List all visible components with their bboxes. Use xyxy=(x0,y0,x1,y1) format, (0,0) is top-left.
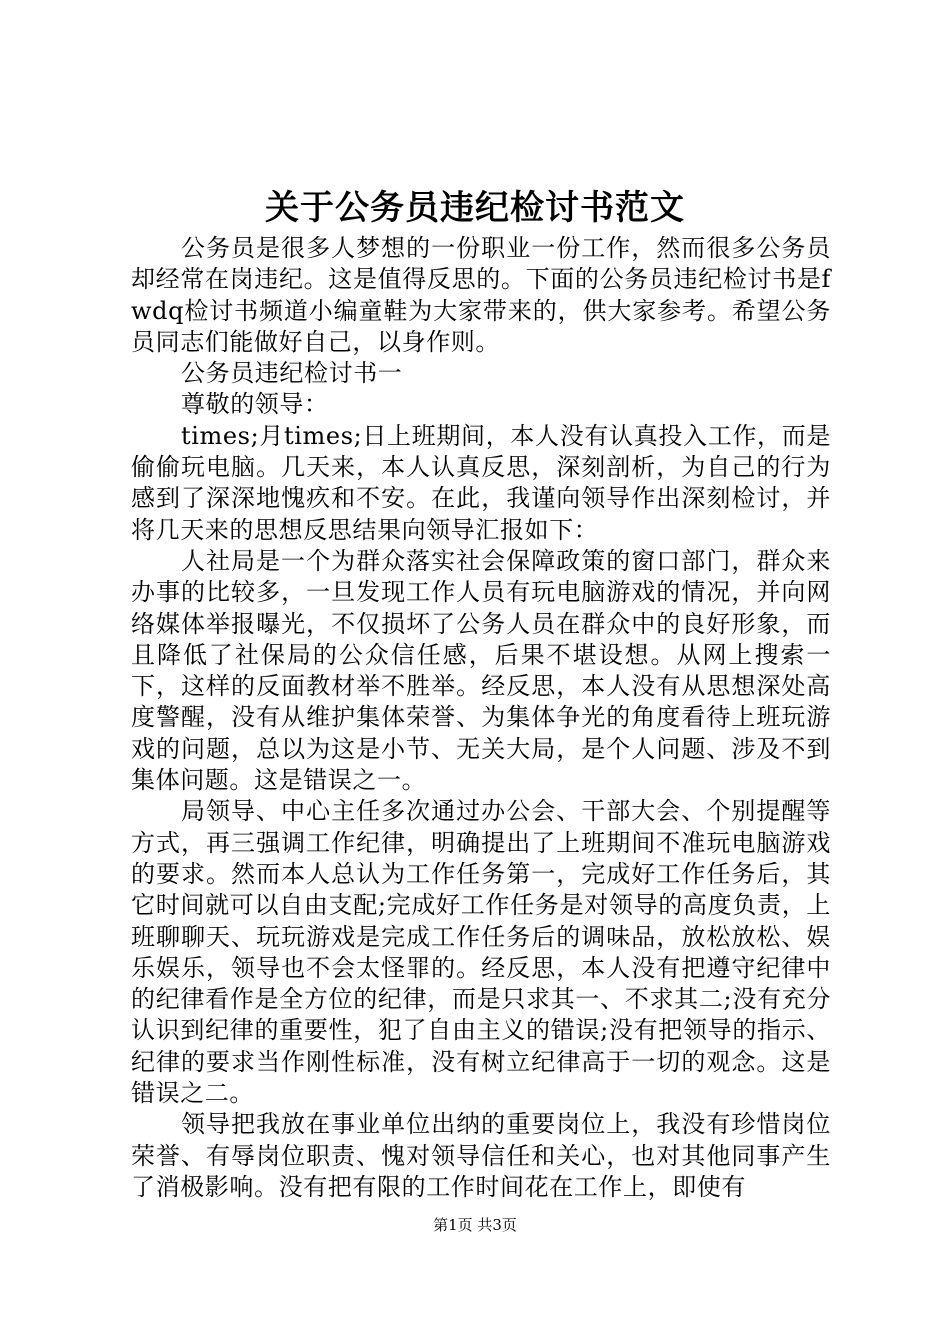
paragraph-intro: 公务员是很多人梦想的一份职业一份工作，然而很多公务员却经常在岗违纪。这是值得反思的。下面的公务员违纪检讨书是fwdq检讨书频道小编童鞋为大家带来的，供大家参考。希望公务员同志们能做好自己，以身作则。 xyxy=(131,234,831,356)
paragraph-error-one: 人社局是一个为群众落实社会保障政策的窗口部门，群众来办事的比较多，一旦发现工作人员有玩电脑游戏的情况，并向网络媒体举报曝光，不仅损坏了公务人员在群众中的良好形象，而且降低了社保局的公众信任感，后果不堪设想。从网上搜索一下，这样的反面教材举不胜举。经反思，本人没有从思想深处高度警醒，没有从维护集体荣誉、为集体争光的角度看待上班玩游戏的问题，总以为这是小节、无关大局，是个人问题、涉及不到集体问题。这是错误之一。 xyxy=(131,546,831,795)
paragraph-subtitle: 公务员违纪检讨书一 xyxy=(181,359,403,388)
paragraph-salutation: 尊敬的领导： xyxy=(181,390,329,419)
page-footer: 第1页 共3页 xyxy=(433,1216,517,1234)
paragraph-position: 领导把我放在事业单位出纳的重要岗位上，我没有珍惜岗位荣誉、有辱岗位职责、愧对领导信任和关心，也对其他同事产生了消极影响。没有把有限的工作时间花在工作上，即使有 xyxy=(131,1110,831,1201)
document-body xyxy=(131,233,831,1203)
document-title: 关于公务员违纪检讨书范文 xyxy=(265,188,685,228)
paragraph-error-two: 局领导、中心主任多次通过办公会、干部大会、个别提醒等方式，再三强调工作纪律，明确提出了上班期间不准玩电脑游戏的要求。然而本人总认为工作任务第一，完成好工作任务后，其它时间就可以自由支配;完成好工作任务是对领导的高度负责，上班聊聊天、玩玩游戏是完成工作任务后的调味品，放松放松、娱乐娱乐，领导也不会太怪罪的。经反思，本人没有把遵守纪律中的纪律看作是全方位的纪律，而是只求其一、不求其二;没有充分认识到纪律的重要性，犯了自由主义的错误;没有把领导的指示、纪律的要求当作刚性标准，没有树立纪律高于一切的观念。这是错误之二。 xyxy=(131,797,831,1108)
paragraph-incident: times;月times;日上班期间，本人没有认真投入工作，而是偷偷玩电脑。几天来，本人认真反思，深刻剖析，为自己的行为感到了深深地愧疚和不安。在此，我谨向领导作出深刻检讨，并将几天来的思想反思结果向领导汇报如下： xyxy=(131,421,831,544)
